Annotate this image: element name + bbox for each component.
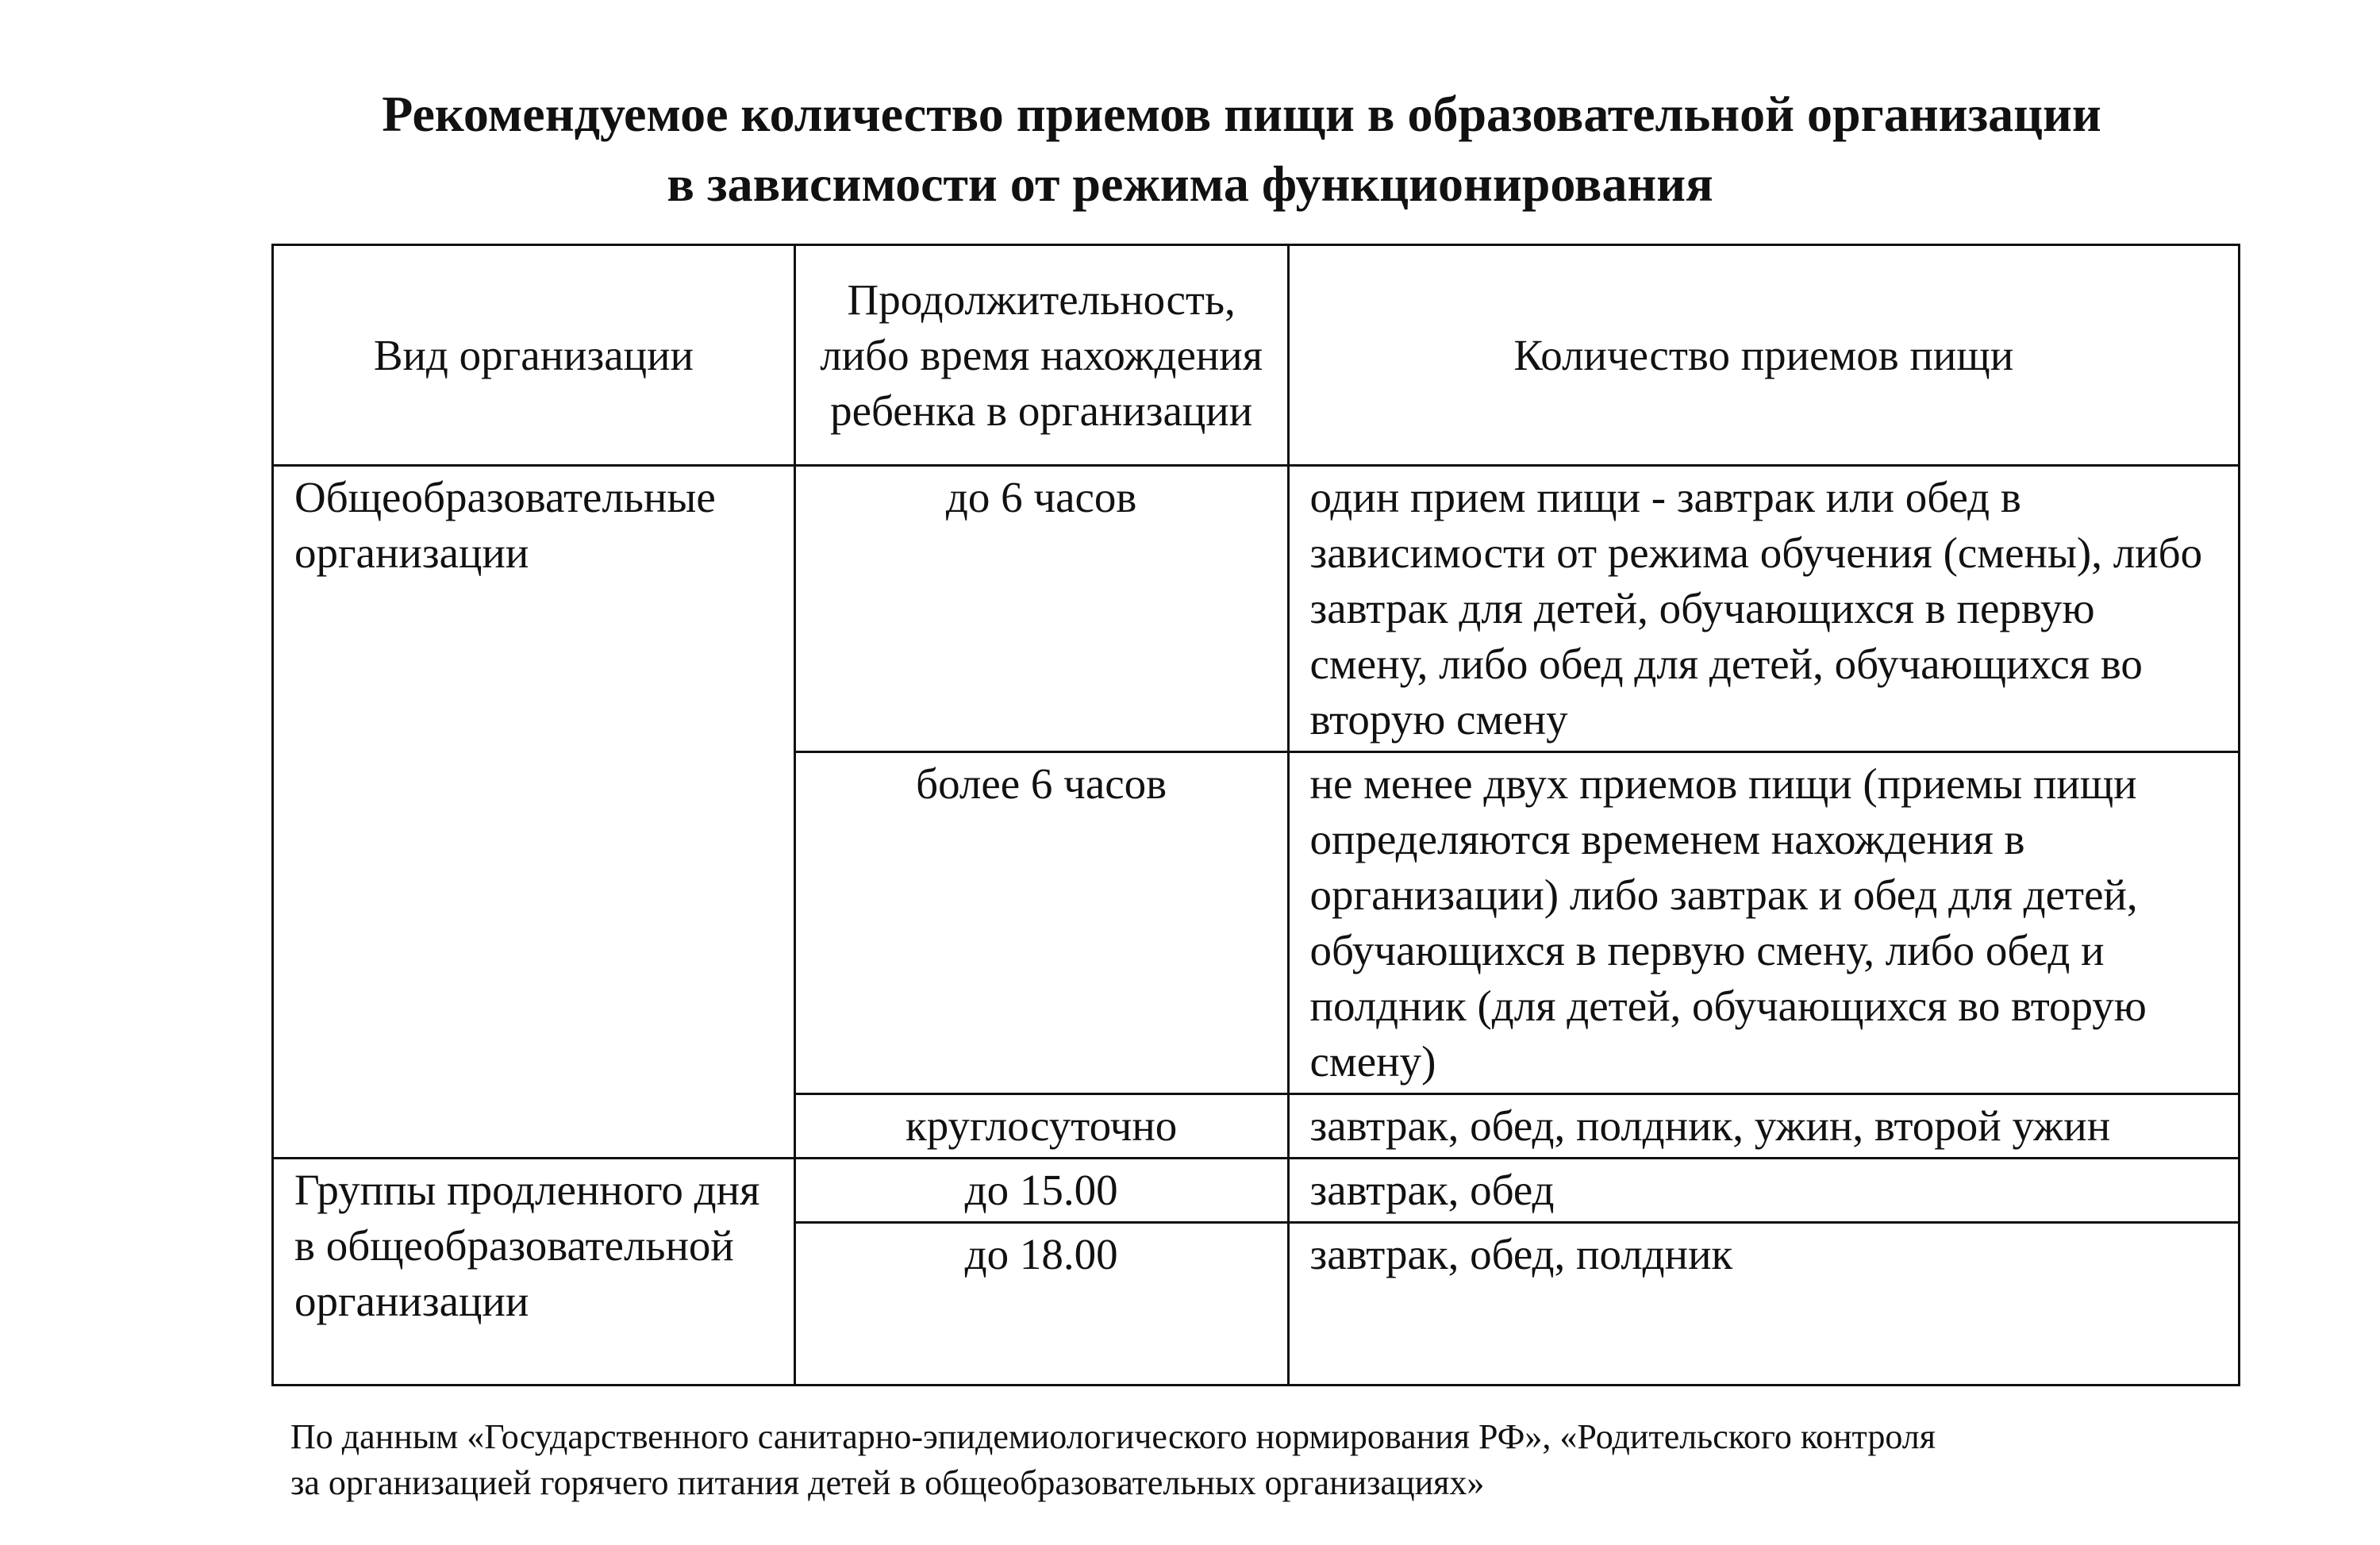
duration-cell: до 6 часов: [794, 466, 1288, 752]
source-footnote: [290, 1414, 2243, 1506]
duration-cell: круглосуточно: [794, 1094, 1288, 1159]
header-meal-count: Количество приемов пищи: [1288, 245, 2239, 466]
document-title: [0, 79, 2380, 219]
meals-cell: не менее двух приемов пищи (приемы пищи определяются временем нахождения в организации) либо завтрак и обед для детей, обучающихся в первую смену, либо обед и полдник (для детей, обучающихся во вторую смену): [1288, 752, 2239, 1094]
duration-cell: более 6 часов: [794, 752, 1288, 1094]
footnote-line-1: По данным «Государственного санитарно-эпидемиологического нормирования РФ», «Родительского контроля: [290, 1417, 1936, 1456]
table-row: [273, 466, 2240, 752]
header-duration: Продолжительность, либо время нахождения ребенка в организации: [794, 245, 1288, 466]
duration-cell: до 15.00: [794, 1159, 1288, 1223]
meals-cell: завтрак, обед, полдник: [1288, 1223, 2239, 1386]
header-org-type: Вид организации: [273, 245, 795, 466]
footnote-line-2: за организацией горячего питания детей в общеобразовательных организациях»: [290, 1463, 1485, 1502]
org-type-cell: Общеобразовательные организации: [273, 466, 795, 1159]
title-line-2: в зависимости от режима функционирования: [667, 156, 1713, 212]
meals-cell: завтрак, обед: [1288, 1159, 2239, 1223]
table-row: [273, 1159, 2240, 1223]
org-type-cell: Группы продленного дня в общеобразовательной организации: [273, 1159, 795, 1386]
table-header-row: [273, 245, 2240, 466]
meals-cell: завтрак, обед, полдник, ужин, второй ужин: [1288, 1094, 2239, 1159]
title-line-1: Рекомендуемое количество приемов пищи в образовательной организации: [382, 86, 2101, 142]
meals-table: [271, 244, 2240, 1386]
duration-cell: до 18.00: [794, 1223, 1288, 1386]
meals-cell: один прием пищи - завтрак или обед в зависимости от режима обучения (смены), либо завтрак для детей, обучающихся в первую смену, либо обед для детей, обучающихся во вторую смену: [1288, 466, 2239, 752]
